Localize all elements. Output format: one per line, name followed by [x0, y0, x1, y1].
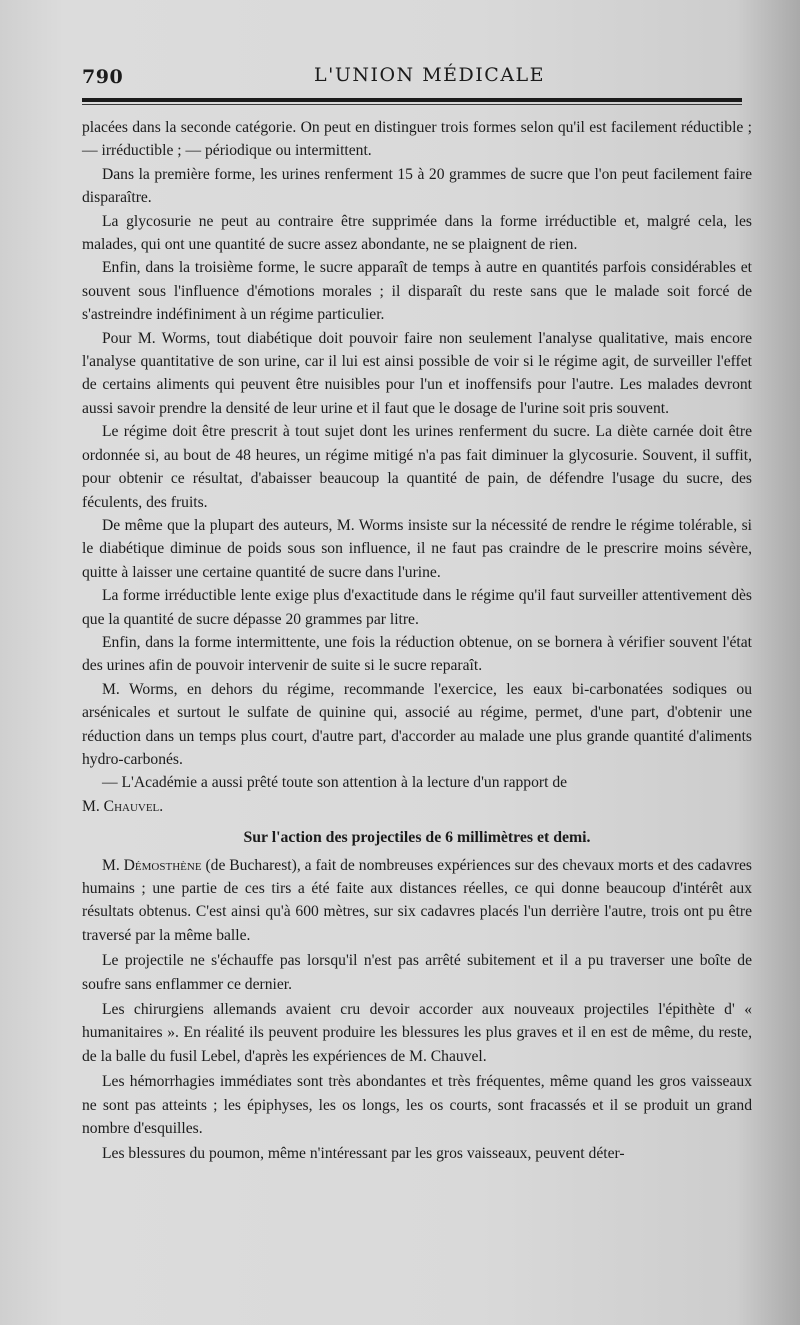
paragraph: Les hémorrhagies immédiates sont très abondantes et très fréquentes, même quand les gros vaisseaux ne sont pas atteints ; les épiphyses, les os longs, les os courts, sont fracassés et il se produit un grand nombre d'esquilles.: [82, 1073, 752, 1138]
paragraph: placées dans la seconde catégorie. On peut en distinguer trois formes selon qu'il est facilement réductible ; — irréductible ; — périodique ou intermittent.: [82, 119, 752, 160]
paragraph: M. Worms, en dehors du régime, recommande l'exercice, les eaux bi-carbonatées sodiques ou arsénicales et surtout le sulfate de quinine qui, associé au régime, permet, d'une part, d'obtenir une réduction dans un temps plus court, d'autre part, d'accorder au malade une plus grande quantité d'aliments hydro-carbonés.: [82, 680, 752, 768]
paragraph: [82, 854, 752, 948]
page-number: 790: [82, 66, 124, 88]
author-name: M. Démosthène: [102, 856, 202, 874]
page-header: [82, 62, 742, 92]
paragraph: Dans la première forme, les urines renferment 15 à 20 grammes de sucre que l'on peut facilement faire disparaître.: [82, 165, 752, 207]
paragraph: Le régime doit être prescrit à tout sujet dont les urines renferment du sucre. La diète carnée doit être ordonnée si, au bout de 48 heures, un régime mitigé n'a pas fait diminuer la glycosurie. Souvent, il suffit, pour obtenir ce résultat, d'abaisser beaucoup la quantité de pain, de défendre l'usage du sucre, des féculents, des fruits.: [82, 423, 752, 511]
paragraph: — L'Académie a aussi prêté toute son attention à la lecture d'un rapport de: [102, 774, 568, 792]
paragraph: Les blessures du poumon, même n'intéressant par les gros vaisseaux, peuvent déter-: [102, 1145, 625, 1163]
header-rule-thin: [82, 104, 742, 105]
paragraph: Enfin, dans la forme intermittente, une fois la réduction obtenue, on se bornera à vérifier souvent l'état des urines afin de pouvoir intervenir de suite si le sucre reparaît.: [82, 633, 752, 675]
journal-title: L'UNION MÉDICALE: [314, 64, 546, 86]
paragraph: De même que la plupart des auteurs, M. Worms insiste sur la nécessité de rendre le régime tolérable, si le diabétique diminue de poids sous son influence, il ne faut pas craindre de le prescrire moins sévère, quitte à laisser une certaine quantité de sucre dans l'urine.: [82, 516, 752, 581]
section-heading: Sur l'action des projectiles de 6 millimètres et demi.: [243, 829, 591, 847]
paragraph: Pour M. Worms, tout diabétique doit pouvoir faire non seulement l'analyse qualitative, mais encore l'analyse quantitative de son urine, car il lui est ainsi possible de voir si le régime agit, de surveiller l'effet de certains aliments qui peuvent être nuisibles pour l'un et inoffensifs pour l'autre. Les malades devront aussi savoir prendre la densité de leur urine et il faut que le dosage de l'urine soit pris souvent.: [82, 329, 752, 417]
paragraph: Le projectile ne s'échauffe pas lorsqu'il n'est pas arrêté subitement et il a pu traverser une boîte de soufre sans enflammer ce dernier.: [82, 952, 752, 993]
paragraph: Les chirurgiens allemands avaient cru devoir accorder aux nouveaux projectiles l'épithète d' « humanitaires ». En réalité ils peuvent produire les blessures les plus graves et il en est de même, du reste, de la balle du fusil Lebel, d'après les expériences de M. Chauvel.: [82, 1001, 752, 1065]
rapport-author: M. Chauvel.: [82, 797, 164, 815]
paragraph: La forme irréductible lente exige plus d'exactitude dans le régime qu'il faut surveiller attentivement dès que la quantité de sucre dépasse 20 grammes par litre.: [82, 587, 752, 628]
paragraph: Enfin, dans la troisième forme, le sucre apparaît de temps à autre en quantités parfois considérables et souvent sous l'influence d'émotions morales ; il disparaît du reste sans que le malade soit forcé de s'astreindre indéfiniment à un régime particulier.: [82, 259, 752, 324]
paragraph: La glycosurie ne peut au contraire être supprimée dans la forme irréductible et, malgré cela, les malades, qui ont une quantité de sucre assez abondante, ne se plaignent de rien.: [82, 212, 752, 254]
article-body: [82, 116, 752, 1166]
header-rule: [82, 98, 742, 102]
paragraph-text: (de Bucharest), a fait de nombreuses expériences sur des chevaux morts et des cadavres humains ; une partie de ces tirs a été faite aux distances réelles, ce qui donne beaucoup d'intérêt aux résultats obtenus. C'est ainsi qu'à 600 mètres, sur six cadavres placés l'un derrière l'autre, trois ont pu être traversé par la même balle.: [82, 856, 753, 944]
